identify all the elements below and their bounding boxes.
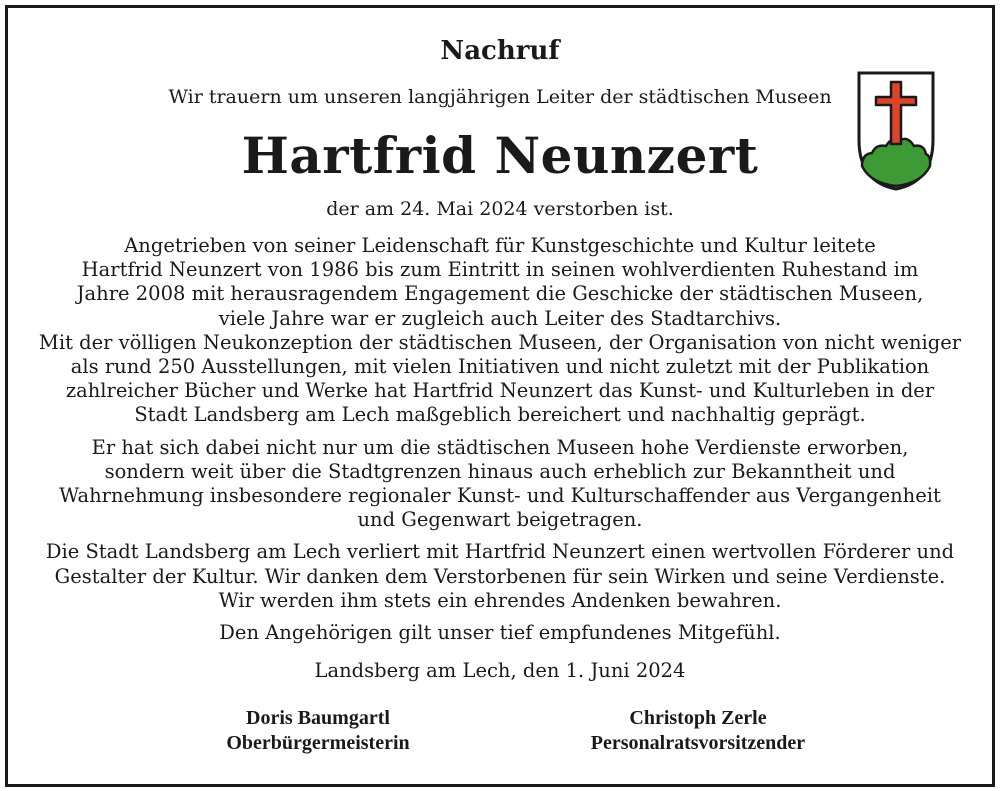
- text-line: zahlreicher Bücher und Werke hat Hartfrid Neunzert das Kunst- und Kulturleben in der: [65, 379, 935, 403]
- city-coat-of-arms-icon: [856, 70, 936, 192]
- text-line: und Gegenwart beigetragen.: [357, 508, 643, 532]
- paragraph-condolence: [28, 621, 972, 645]
- text-line: sondern weit über die Stadtgrenzen hinaus auch erheblich zur Bekanntheit und: [104, 459, 896, 483]
- text-line: Wir werden ihm stets ein ehrendes Andenken bewahren.: [218, 588, 782, 612]
- death-date-line: der am 24. Mai 2024 verstorben ist.: [326, 198, 674, 220]
- signatory-role: Oberbürgermeisterin: [226, 732, 410, 754]
- text-line: Wahrnehmung insbesondere regionaler Kunst- und Kulturschaffender aus Vergangenheit: [59, 484, 941, 508]
- text-line: viele Jahre war er zugleich auch Leiter des Stadtarchivs.: [218, 306, 782, 330]
- text-line: Mit der völligen Neukonzeption der städtischen Museen, der Organisation von nicht weniger: [38, 330, 962, 354]
- notice-body: [28, 234, 972, 653]
- text-line: als rund 250 Ausstellungen, mit vielen Initiativen und nicht zuletzt mit der Publikation: [70, 355, 930, 379]
- text-line: Angetrieben von seiner Leidenschaft für Kunstgeschichte und Kultur leitete: [124, 234, 876, 257]
- signatory-mayor: [188, 706, 448, 756]
- signatory-name: Christoph Zerle: [629, 707, 767, 729]
- notice-heading: Nachruf: [440, 36, 560, 66]
- text-line: Hartfrid Neunzert von 1986 bis zum Eintritt in seinen wohlverdienten Ruhestand im: [81, 258, 919, 282]
- notice-intro: Wir trauern um unseren langjährigen Leiter der städtischen Museen: [168, 86, 832, 108]
- paragraph-merits: [28, 436, 972, 533]
- deceased-name: Hartfrid Neunzert: [241, 126, 759, 185]
- text-line: Jahre 2008 mit herausragendem Engagement die Geschicke der städtischen Museen,: [76, 282, 924, 306]
- text-line: Den Angehörigen gilt unser tief empfundenes Mitgefühl.: [219, 621, 781, 645]
- place-date: Landsberg am Lech, den 1. Juni 2024: [314, 659, 686, 682]
- text-line: Stadt Landsberg am Lech maßgeblich bereichert und nachhaltig geprägt.: [134, 403, 866, 427]
- obituary-notice: [5, 5, 995, 787]
- signatory-name: Doris Baumgartl: [246, 707, 390, 729]
- signatory-role: Personalratsvorsitzender: [590, 732, 806, 754]
- text-line: Er hat sich dabei nicht nur um die städtischen Museen hohe Verdienste erworben,: [91, 435, 909, 459]
- signatory-council: [548, 706, 848, 756]
- text-line: Gestalter der Kultur. Wir danken dem Verstorbenen für sein Wirken und seine Verdienste.: [54, 564, 946, 588]
- paragraph-thanks: [28, 540, 972, 613]
- paragraph-career: [28, 234, 972, 428]
- text-line: Die Stadt Landsberg am Lech verliert mit Hartfrid Neunzert einen wertvollen Förderer und: [45, 540, 955, 564]
